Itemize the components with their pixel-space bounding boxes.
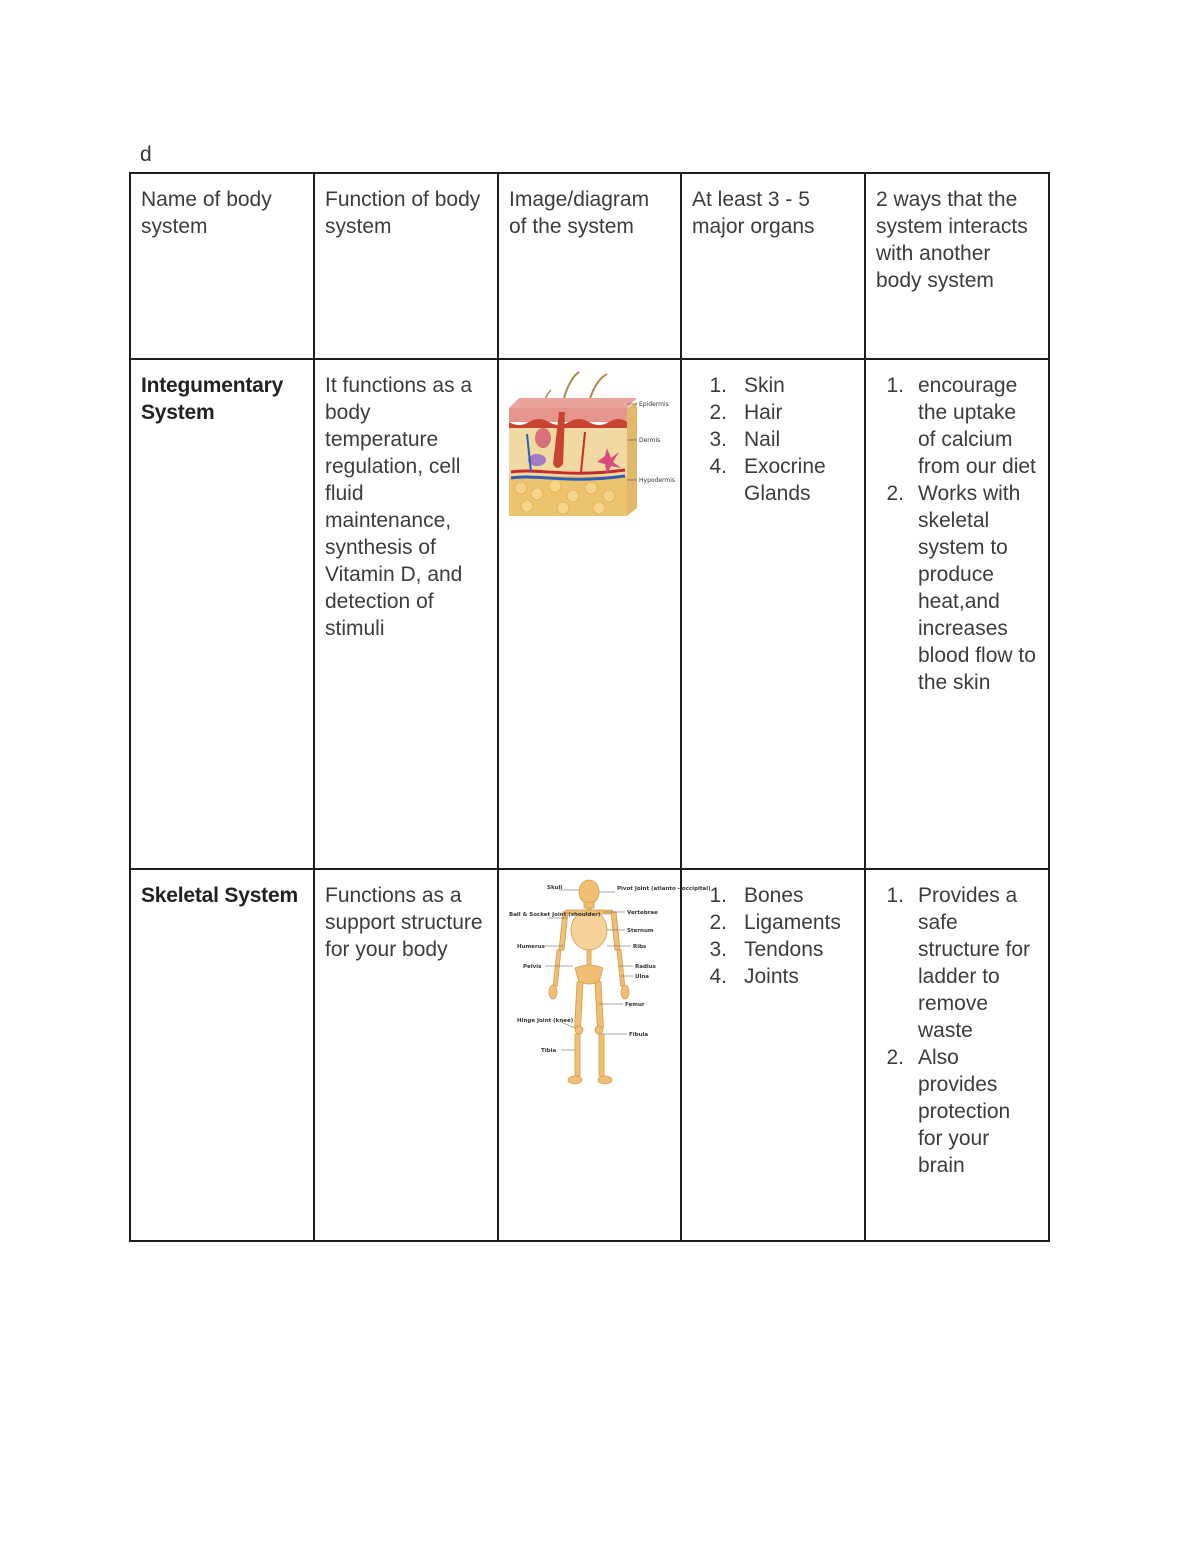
skeleton-label-humerus: Humerus [517,944,545,950]
header-row [130,173,1049,359]
system-image-cell [498,869,711,1241]
system-interactions [865,359,1049,869]
system-function: It functions as a body temperature regulation, cell fluid maintenance, synthesis of Vitamin D, and detection of stimuli [314,359,498,869]
system-name: Integumentary System [130,359,314,869]
organ-list [692,372,855,507]
skeleton-label-ulna: Ulna [635,974,649,980]
skeleton-label-sternum: Sternum [627,928,654,934]
list-item: 3. Nail [709,428,781,451]
list-item: 4. Exocrine Glands [709,455,826,505]
skeleton-label-pivot-joint: Pivot Joint (atlanto - occipital) [617,886,711,892]
header-function: Function of body system [314,173,498,359]
header-interactions: 2 ways that the system interacts with another body system [865,173,1049,359]
stray-letter: d [140,143,152,166]
list-item: 1. Skin [709,374,785,397]
table-row-integumentary [130,359,1049,869]
skeleton-label-ball-socket: Ball & Socket Joint (shoulder) [509,912,601,918]
skin-cross-section-image [507,368,676,518]
skin-label-dermis: Dermis [639,437,661,444]
body-systems-table [129,172,1050,1242]
list-item: 2. Hair [709,401,783,424]
header-image: Image/diagram of the system [498,173,681,359]
skin-label-epidermis: Epidermis [639,401,669,408]
table-row-skeletal [130,869,1049,1241]
list-item: 2. Also provides protection for your brain [886,1046,1011,1177]
skin-label-hypodermis: Hypodermis [639,477,676,484]
list-item: 3. Tendons [709,938,824,961]
skeleton-label-fibula: Fibula [629,1032,649,1038]
system-organs [681,869,865,1241]
list-item: 4. Joints [709,965,799,988]
skeleton-label-tibia: Tibia [541,1048,557,1054]
system-image-cell [498,359,681,869]
skeleton-label-ribs: Ribs [633,944,647,950]
list-item: 1. Bones [709,884,804,907]
system-organs [681,359,865,869]
header-organs: At least 3 - 5 major organs [681,173,865,359]
skeleton-label-hinge-joint: Hinge Joint (knee) [517,1018,574,1024]
system-name: Skeletal System [130,869,314,1241]
skeleton-label-pelvis: Pelvis [523,964,542,970]
list-item: 2. Ligaments [709,911,841,934]
skeleton-label-radius: Radius [635,964,656,970]
interaction-list [852,372,1039,696]
system-interactions [865,869,1049,1241]
system-function: Functions as a support structure for your body [314,869,498,1241]
interaction-list [852,882,1039,1179]
header-name: Name of body system [130,173,314,359]
skeleton-image [507,878,711,1093]
list-item: 1. Provides a safe structure for ladder to remove waste [886,884,1031,1042]
skeleton-label-vertebrae: Vertebrae [627,910,658,916]
skeleton-label-skull: Skull [547,885,563,891]
list-item: 2. Works with skeletal system to produce heat,and increases blood flow to the skin [886,482,1036,694]
skeleton-label-femur: Femur [625,1002,645,1008]
list-item: 1. encourage the uptake of calcium from our diet [886,374,1036,478]
organ-list [692,882,855,990]
